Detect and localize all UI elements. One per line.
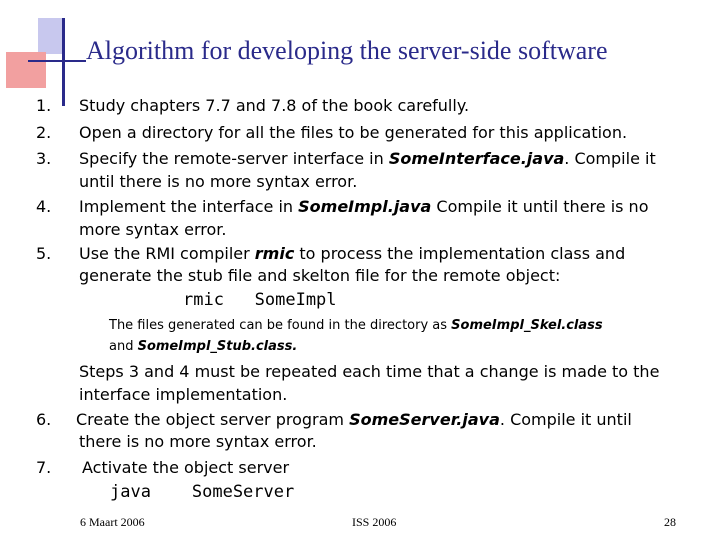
- step-5-text: Use the RMI compiler rmic to process the implementation class and: [79, 244, 626, 263]
- rmic-command: rmic SomeImpl: [183, 290, 337, 310]
- repeat-line-1: Steps 3 and 4 must be repeated each time that a change is made to the: [79, 362, 660, 381]
- file-name: SomeImpl_Skel.class: [451, 318, 603, 333]
- note-line-2: and SomeImpl_Stub.class.: [109, 339, 298, 354]
- step-number: 1.: [36, 96, 52, 115]
- step-number: 3.: [36, 149, 52, 168]
- step-5-continuation: generate the stub file and skelton file for the remote object:: [79, 266, 561, 285]
- footer-date: 6 Maart 2006: [80, 515, 145, 529]
- decor-square-pink: [6, 52, 46, 88]
- slide-title: Algorithm for developing the server-side software: [86, 36, 608, 65]
- step-1-text: Study chapters 7.7 and 7.8 of the book carefully.: [79, 96, 470, 115]
- step-6-continuation: there is no more syntax error.: [79, 432, 317, 451]
- decor-vertical-line: [62, 18, 65, 106]
- note-line-1: The files generated can be found in the directory as SomeImpl_Skel.class: [109, 318, 603, 333]
- step-4-continuation: more syntax error.: [79, 220, 227, 239]
- decor-horizontal-line: [28, 60, 86, 62]
- step-7-text: Activate the object server: [82, 458, 290, 477]
- repeat-line-2: interface implementation.: [79, 385, 288, 404]
- step-2-text: Open a directory for all the files to be generated for this application.: [79, 123, 628, 142]
- step-number: 4.: [36, 197, 52, 216]
- step-number: 5.: [36, 244, 52, 263]
- file-name: SomeImpl.java: [298, 197, 432, 216]
- decor-square-lavender: [38, 18, 64, 54]
- step-3-continuation: until there is no more syntax error.: [79, 172, 358, 191]
- step-3-text: Specify the remote-server interface in SomeInterface.java. Compile it: [79, 149, 656, 168]
- step-number: 2.: [36, 123, 52, 142]
- step-6-text: Create the object server program SomeServer.java. Compile it until: [76, 410, 632, 429]
- file-name: SomeInterface.java: [388, 149, 565, 168]
- command-name: rmic: [254, 244, 295, 263]
- step-number: 6.: [36, 410, 52, 429]
- file-name: SomeServer.java: [349, 410, 500, 429]
- footer-center: ISS 2006: [352, 515, 397, 529]
- java-command: java SomeServer: [110, 482, 295, 502]
- step-4-text: Implement the interface in SomeImpl.java Compile it until there is no: [79, 197, 649, 216]
- step-number: 7.: [36, 458, 52, 477]
- file-name: SomeImpl_Stub.class.: [137, 339, 298, 354]
- page-number: 28: [664, 515, 676, 529]
